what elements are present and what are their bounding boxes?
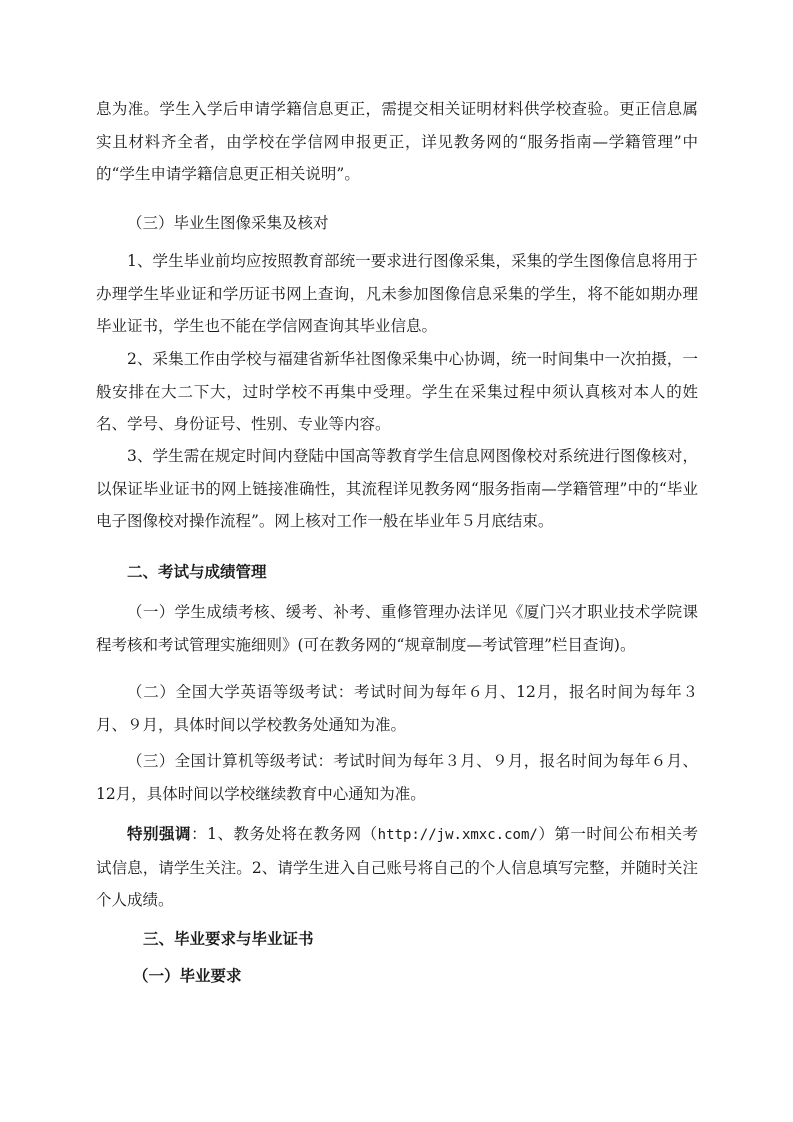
- paragraph-exam-2: （二）全国大学英语等级考试：考试时间为每年６月、12月，报名时间为每年３月、９月，具体时间以学校教务处通知为准。: [96, 683, 698, 734]
- subheading-graduation-requirements: （一）毕业要求: [133, 967, 242, 985]
- heading-graduate-image-collection: （三）毕业生图像采集及核对: [127, 214, 329, 232]
- paragraph-exam-3: （三）全国计算机等级考试：考试时间为每年３月、９月，报名时间为每年６月、12月，具体时间以学校继续教育中心通知为准。: [96, 752, 698, 803]
- paragraph-student-info-correction: 息为准。学生入学后申请学籍信息更正，需提交相关证明材料供学校查验。更正信息属实且材料齐全者，由学校在学信网申报更正，详见教务网的“服务指南—学籍管理”中的“学生申请学籍信息更正相关说明”。: [96, 100, 698, 183]
- notice-text-part-2: ）第一时间公布相关考试信息，请学生关注。2、请学生进入自己账号将自己的个人信息填写完整，并随时关注个人成绩。: [96, 825, 698, 909]
- paragraph-item-1: 1、学生毕业前均应按照教育部统一要求进行图像采集，采集的学生图像信息将用于办理学生毕业证和学历证书网上查询，凡未参加图像信息采集的学生，将不能如期办理毕业证书，学生也不能在学信网查询其毕业信息。: [96, 252, 698, 335]
- paragraph-exam-1: （一）学生成绩考核、缓考、补考、重修管理办法详见《厦门兴才职业技术学院课程考核和考试管理实施细则》(可在教务网的“规章制度—考试管理”栏目查询)。: [96, 603, 698, 654]
- notice-label: 特别强调: [127, 825, 192, 843]
- notice-text-part-1: ：1、教务处将在教务网（: [191, 825, 378, 843]
- paragraph-item-2: 2、采集工作由学校与福建省新华社图像采集中心协调，统一时间集中一次拍摄，一般安排在大二下大，过时学校不再集中受理。学生在采集过程中须认真核对本人的姓名、学号、身份证号、性别、专业等内容。: [96, 350, 698, 433]
- paragraph-special-notice: [96, 818, 698, 917]
- section-heading-exams: 二、考试与成绩管理: [127, 563, 267, 581]
- section-heading-graduation: 三、毕业要求与毕业证书: [143, 930, 314, 948]
- notice-url-link[interactable]: http://jw.xmxc.com/: [377, 827, 538, 843]
- paragraph-item-3: 3、学生需在规定时间内登陆中国高等教育学生信息网图像校对系统进行图像核对，以保证毕业证书的网上链接准确性，其流程详见教务网“服务指南—学籍管理”中的“毕业电子图像校对操作流程”。网上核对工作一般在毕业年５月底结束。: [96, 447, 698, 530]
